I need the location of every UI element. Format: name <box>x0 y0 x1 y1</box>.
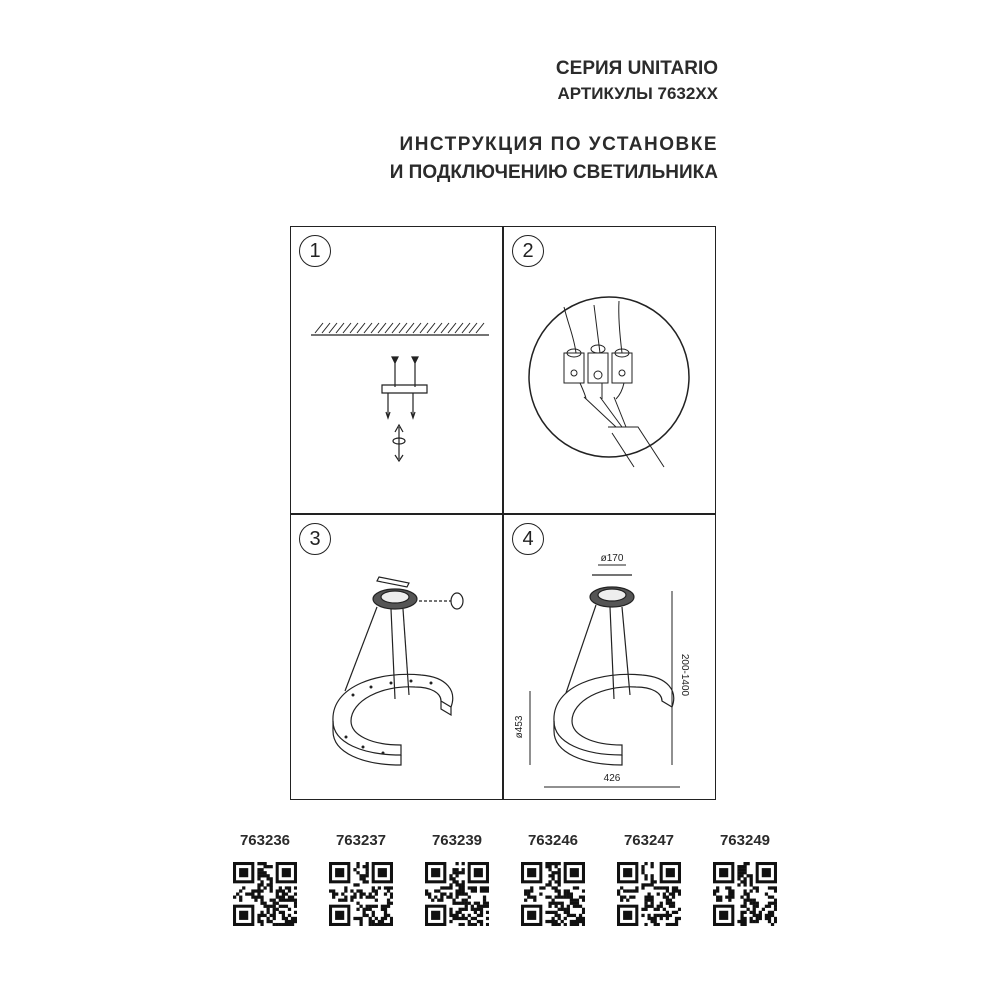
canopy-diameter-label: ø170 <box>600 553 624 564</box>
ceiling-mount-illustration <box>291 227 502 513</box>
drop-length-label: 200-1400 <box>679 653 690 697</box>
step-3-number: 3 <box>299 523 331 555</box>
step-3-panel <box>291 515 502 801</box>
article-item <box>614 832 684 931</box>
step-2-number: 2 <box>512 235 544 267</box>
qr-code-icon <box>425 862 489 926</box>
qr-code-icon <box>713 862 777 926</box>
step-2-panel <box>504 227 715 513</box>
article-item <box>710 832 780 931</box>
series-title: СЕРИЯ UNITARIO <box>555 58 718 79</box>
article-code: 763247 <box>623 832 675 849</box>
qr-code-icon <box>617 862 681 926</box>
step-1-panel <box>291 227 502 513</box>
step-1-number: 1 <box>299 235 331 267</box>
ring-diameter-label: ø453 <box>514 715 525 739</box>
article-item <box>326 832 396 931</box>
dimensions-illustration <box>504 515 715 801</box>
instruction-title-line1: ИНСТРУКЦИЯ ПО УСТАНОВКЕ <box>399 134 718 155</box>
qr-code-icon <box>233 862 297 926</box>
article-code: 763246 <box>527 832 579 849</box>
articles-title: АРТИКУЛЫ 7632XX <box>557 84 718 103</box>
qr-code-icon <box>329 862 393 926</box>
article-code: 763249 <box>719 832 771 849</box>
qr-code-icon <box>521 862 585 926</box>
article-code: 763237 <box>335 832 387 849</box>
width-label: 426 <box>603 773 621 784</box>
instruction-title-line2: И ПОДКЛЮЧЕНИЮ СВЕТИЛЬНИКА <box>389 162 718 183</box>
article-item <box>230 832 300 931</box>
step-4-panel <box>504 515 715 801</box>
article-item <box>422 832 492 931</box>
instruction-grid <box>290 226 716 800</box>
article-code: 763239 <box>431 832 483 849</box>
article-item <box>518 832 588 931</box>
pendant-assembly-illustration <box>291 515 502 801</box>
article-code: 763236 <box>239 832 291 849</box>
article-codes <box>230 832 780 932</box>
wiring-illustration <box>504 227 715 513</box>
step-4-number: 4 <box>512 523 544 555</box>
